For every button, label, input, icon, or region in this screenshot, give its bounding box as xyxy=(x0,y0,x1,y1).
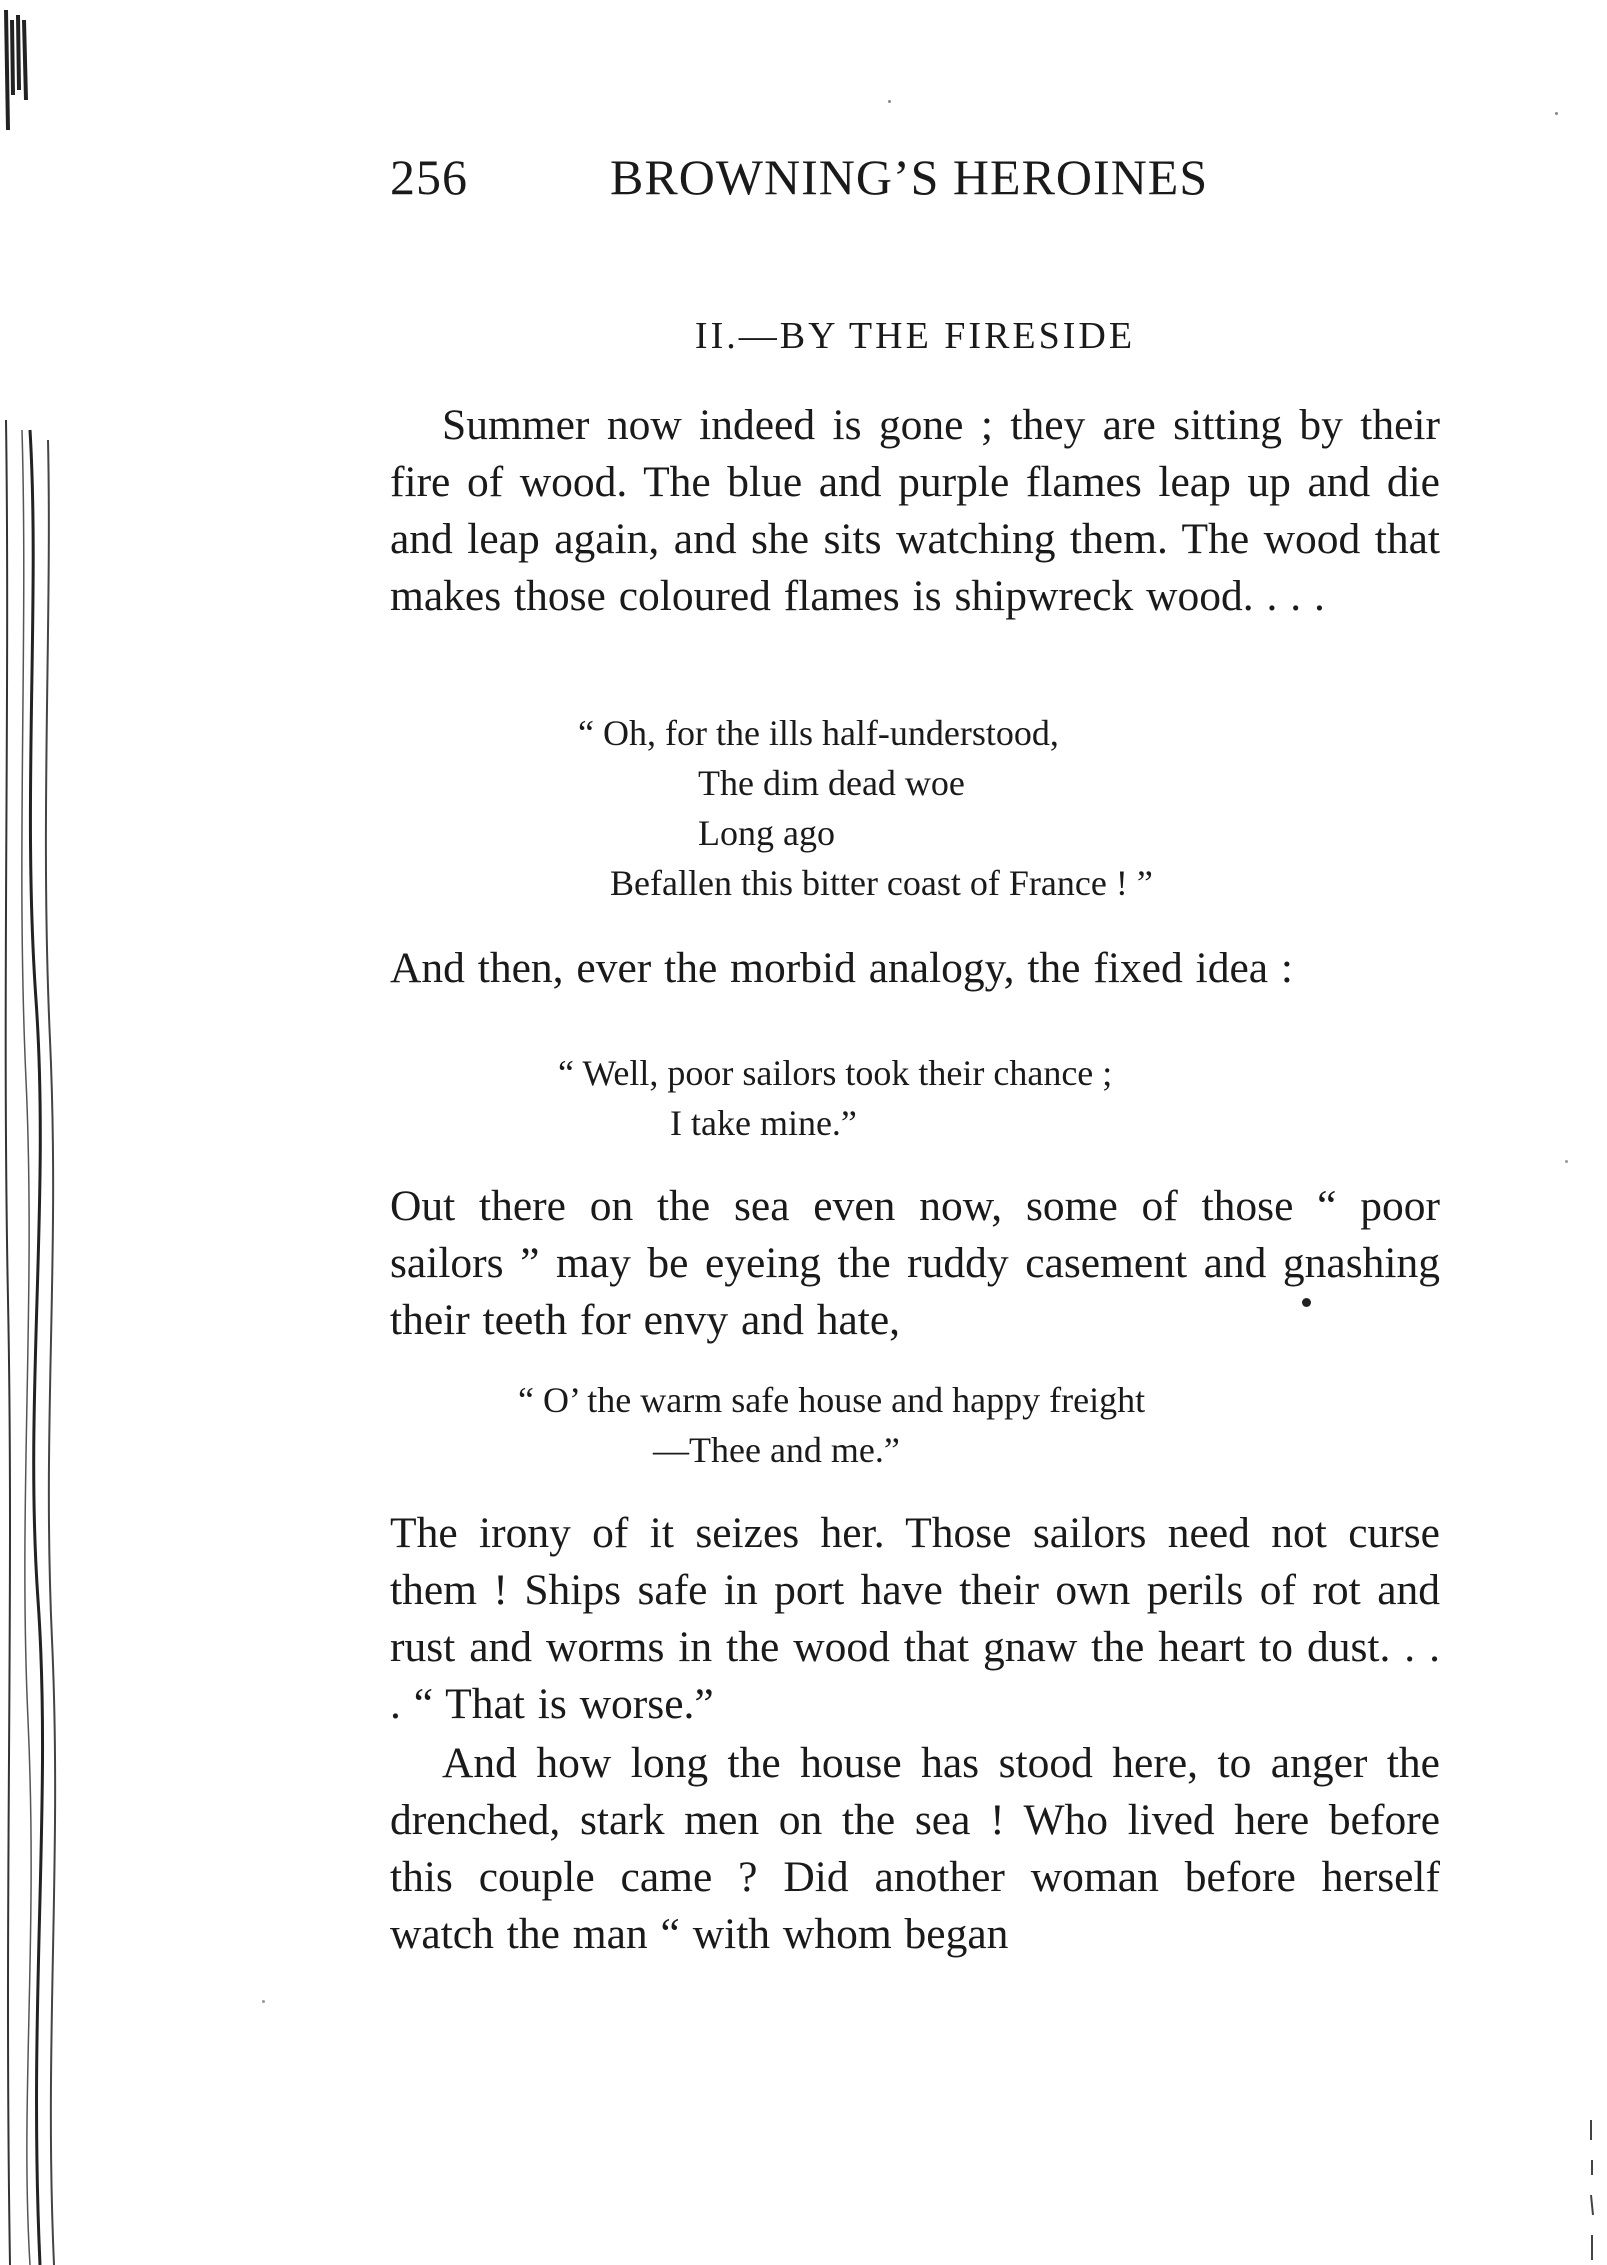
binding-mark-top xyxy=(6,10,26,130)
paragraph: And then, ever the morbid analogy, the fixed idea : xyxy=(390,944,1294,992)
right-edge-specks xyxy=(1577,0,1607,2265)
paragraph: And how long the house has stood here, to anger the drenched, stark men on the sea ! Who lived here before this couple came ? Did another woman before herself watch the man “ with whom began xyxy=(390,1739,1440,1958)
ink-speck xyxy=(262,2000,265,2003)
verse-line: “ O’ the warm safe house and happy freight xyxy=(518,1380,1146,1420)
verse-quote-3 xyxy=(518,1375,1145,1475)
section-heading: II.—BY THE FIRESIDE xyxy=(694,315,1136,357)
binding-stitch-line-4 xyxy=(22,430,31,2265)
verse-line: Long ago xyxy=(698,813,835,853)
verse-quote-2 xyxy=(558,1048,1112,1148)
verse-quote-1 xyxy=(578,708,1153,908)
verse-line: —Thee and me.” xyxy=(653,1430,900,1470)
verse-line: “ Oh, for the ills half-understood, xyxy=(578,713,1059,753)
right-edge-mark xyxy=(1591,2120,1593,2260)
verse-line: “ Well, poor sailors took their chance ; xyxy=(558,1053,1113,1093)
ink-speck xyxy=(1302,1298,1311,1307)
ink-speck xyxy=(1555,112,1558,115)
verse-line: I take mine.” xyxy=(670,1103,857,1143)
running-head xyxy=(390,148,1390,218)
binding-stitch-line-3 xyxy=(46,440,55,2265)
page-number: 256 xyxy=(390,149,468,205)
paragraph-block-2 xyxy=(390,940,1440,997)
verse-line: Befallen this bitter coast of France ! ” xyxy=(610,863,1153,903)
binding-stitch-line-1 xyxy=(6,420,10,2265)
ink-speck xyxy=(888,100,891,103)
running-title: BROWNING’S HEROINES xyxy=(610,149,1209,205)
verse-line: The dim dead woe xyxy=(698,763,965,803)
binding-edge xyxy=(0,0,70,2265)
paragraph: Summer now indeed is gone ; they are sitting by their fire of wood. The blue and purple flames leap up and die and leap again, and she sits watching them. The wood that makes those coloured flames is shipwreck wood. . . . xyxy=(390,401,1440,620)
paragraph: The irony of it seizes her. Those sailors need not curse them ! Ships safe in port have their own perils of rot and rust and worms in the wood that gnaw the heart to dust. . . . “ That is worse.” xyxy=(390,1509,1440,1728)
paragraph-block-4 xyxy=(390,1505,1440,1963)
paragraph: Out there on the sea even now, some of those “ poor sailors ” may be eyeing the ruddy casement and gnashing their teeth for envy and hate, xyxy=(390,1182,1440,1344)
binding-stitch-line-2 xyxy=(30,430,43,2265)
ink-speck xyxy=(1565,1160,1568,1163)
paragraph-block-1 xyxy=(390,397,1440,625)
paragraph-block-3 xyxy=(390,1178,1440,1349)
